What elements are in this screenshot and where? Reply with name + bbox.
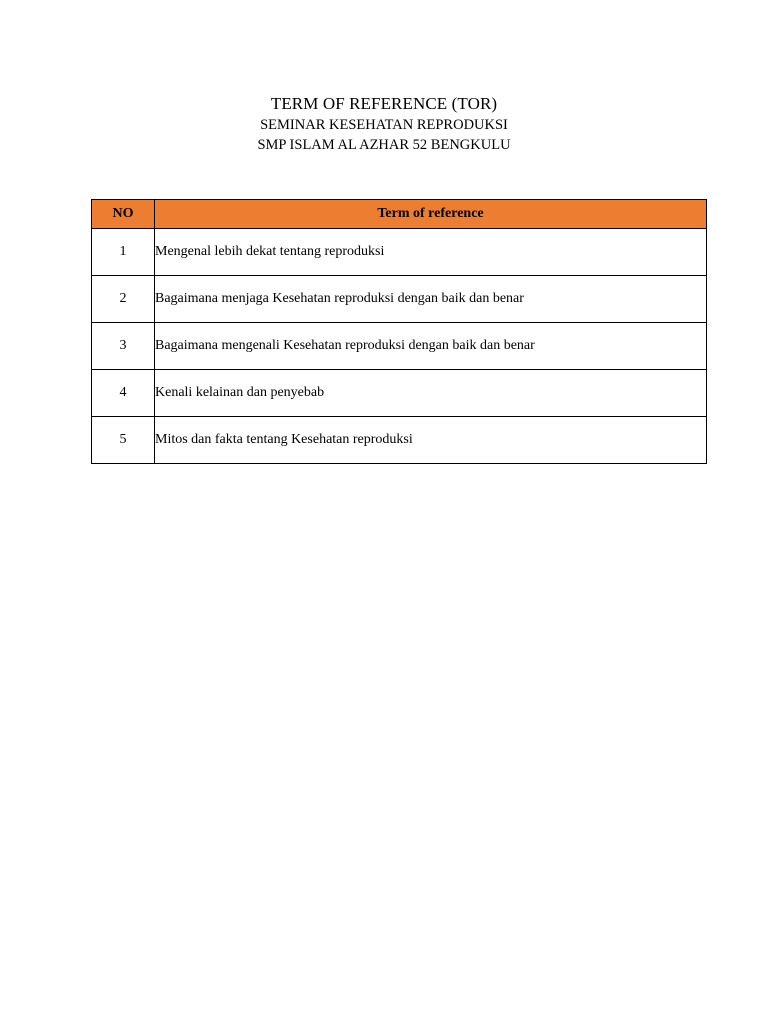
row-number: 5 [92, 417, 155, 464]
row-term: Mengenal lebih dekat tentang reproduksi [155, 229, 707, 276]
row-term: Mitos dan fakta tentang Kesehatan reproduksi [155, 417, 707, 464]
row-term: Bagaimana menjaga Kesehatan reproduksi dengan baik dan benar [155, 276, 707, 323]
table-header-row [92, 200, 707, 229]
row-number: 2 [92, 276, 155, 323]
table-row [92, 417, 707, 464]
row-number: 3 [92, 323, 155, 370]
row-number: 1 [92, 229, 155, 276]
document-title: TERM OF REFERENCE (TOR) [270, 94, 498, 113]
table-row [92, 323, 707, 370]
table-row [92, 229, 707, 276]
document-subtitle-school: SMP ISLAM AL AZHAR 52 BENGKULU [257, 137, 511, 153]
header-no: NO [92, 200, 155, 229]
title-block [0, 93, 768, 155]
table-row [92, 370, 707, 417]
term-of-reference-table [91, 199, 707, 464]
table-row [92, 276, 707, 323]
document-subtitle-event: SEMINAR KESEHATAN REPRODUKSI [260, 117, 508, 133]
row-term: Kenali kelainan dan penyebab [155, 370, 707, 417]
row-number: 4 [92, 370, 155, 417]
header-term-of-reference: Term of reference [155, 200, 707, 229]
row-term: Bagaimana mengenali Kesehatan reproduksi dengan baik dan benar [155, 323, 707, 370]
